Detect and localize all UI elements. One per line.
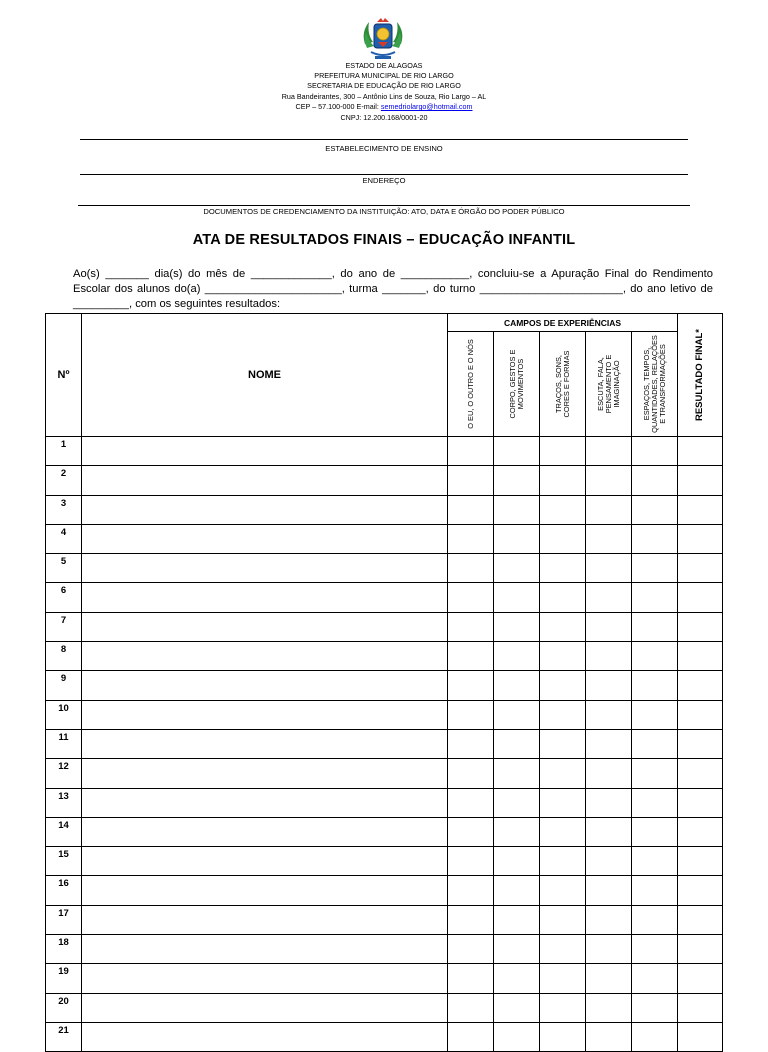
campo-3-cell[interactable] — [540, 876, 586, 905]
student-name-cell[interactable] — [82, 817, 448, 846]
campo-4-cell[interactable] — [586, 583, 632, 612]
resultado-final-cell[interactable] — [678, 671, 723, 700]
student-name-cell[interactable] — [82, 847, 448, 876]
table-row — [46, 964, 723, 993]
table-row — [46, 817, 723, 846]
campo-5-cell[interactable] — [632, 437, 678, 466]
campo-1-cell[interactable] — [448, 964, 494, 993]
campo-5-cell[interactable] — [632, 993, 678, 1022]
row-number: 6 — [46, 583, 82, 612]
campo-1-cell[interactable] — [448, 437, 494, 466]
campo-3-cell[interactable] — [540, 788, 586, 817]
campo-3-cell[interactable] — [540, 1022, 586, 1051]
table-row — [46, 700, 723, 729]
table-row — [46, 524, 723, 553]
campo-4-cell[interactable] — [586, 495, 632, 524]
student-name-cell[interactable] — [82, 495, 448, 524]
student-name-cell[interactable] — [82, 1022, 448, 1051]
page-title: ATA DE RESULTADOS FINAIS – EDUCAÇÃO INFANTIL — [192, 232, 576, 248]
header-secretaria: SECRETARIA DE EDUCAÇÃO DE RIO LARGO — [307, 81, 461, 90]
campo-4-cell[interactable] — [586, 642, 632, 671]
documentos-label: DOCUMENTOS DE CREDENCIAMENTO DA INSTITUIÇÃO: ATO, DATA E ÓRGÃO DO PODER PÚBLICO — [203, 207, 565, 216]
campo-5-cell[interactable] — [632, 671, 678, 700]
student-name-cell[interactable] — [82, 700, 448, 729]
resultado-final-cell[interactable] — [678, 788, 723, 817]
column-header-campos: CAMPOS DE EXPERIÊNCIAS — [448, 314, 678, 332]
campo-4-cell[interactable] — [586, 466, 632, 495]
column-header-resultado — [678, 314, 723, 437]
campo-4-cell[interactable] — [586, 935, 632, 964]
campo-5-cell[interactable] — [632, 466, 678, 495]
student-name-cell[interactable] — [82, 935, 448, 964]
resultado-final-cell[interactable] — [678, 1022, 723, 1051]
header-prefeitura: PREFEITURA MUNICIPAL DE RIO LARGO — [314, 71, 454, 80]
student-name-cell[interactable] — [82, 554, 448, 583]
column-header-campo-3 — [540, 332, 586, 437]
resultado-final-label: RESULTADO FINAL* — [694, 329, 706, 422]
row-number: 7 — [46, 612, 82, 641]
campo-3-cell[interactable] — [540, 524, 586, 553]
campo-4-cell[interactable] — [586, 524, 632, 553]
campo-3-cell[interactable] — [540, 700, 586, 729]
column-header-campo-5 — [632, 332, 678, 437]
student-name-cell[interactable] — [82, 905, 448, 934]
campo-1-cell[interactable] — [448, 935, 494, 964]
campo-5-label: ESPAÇOS, TEMPOS, QUANTIDADES, RELAÇÕES E TRANSFORMAÇÕES — [641, 335, 667, 433]
campo-2-cell[interactable] — [494, 524, 540, 553]
resultado-final-cell[interactable] — [678, 759, 723, 788]
campo-1-cell[interactable] — [448, 466, 494, 495]
campo-2-cell[interactable] — [494, 964, 540, 993]
endereco-line — [80, 174, 688, 175]
table-row — [46, 583, 723, 612]
estabelecimento-line — [80, 139, 688, 140]
resultado-final-cell[interactable] — [678, 524, 723, 553]
campo-2-cell[interactable] — [494, 1022, 540, 1051]
resultado-final-cell[interactable] — [678, 729, 723, 758]
row-number: 19 — [46, 964, 82, 993]
campo-2-cell[interactable] — [494, 876, 540, 905]
campo-4-cell[interactable] — [586, 729, 632, 758]
campo-2-cell[interactable] — [494, 905, 540, 934]
campo-3-cell[interactable] — [540, 729, 586, 758]
table-row — [46, 935, 723, 964]
table-row — [46, 495, 723, 524]
campo-5-cell[interactable] — [632, 729, 678, 758]
table-row — [46, 993, 723, 1022]
campo-3-cell[interactable] — [540, 437, 586, 466]
campo-3-cell[interactable] — [540, 993, 586, 1022]
campo-1-cell[interactable] — [448, 554, 494, 583]
campo-4-cell[interactable] — [586, 612, 632, 641]
student-name-cell[interactable] — [82, 466, 448, 495]
resultado-final-cell[interactable] — [678, 993, 723, 1022]
campo-3-cell[interactable] — [540, 964, 586, 993]
header-cnpj: CNPJ: 12.200.168/0001-20 — [340, 113, 428, 122]
table-row — [46, 554, 723, 583]
table-row — [46, 671, 723, 700]
header-state: ESTADO DE ALAGOAS — [345, 61, 423, 70]
campo-5-cell[interactable] — [632, 612, 678, 641]
resultado-final-cell[interactable] — [678, 495, 723, 524]
resultado-final-cell[interactable] — [678, 935, 723, 964]
campo-2-cell[interactable] — [494, 495, 540, 524]
results-table — [45, 313, 723, 1052]
campo-1-cell[interactable] — [448, 905, 494, 934]
campo-3-cell[interactable] — [540, 554, 586, 583]
student-name-cell[interactable] — [82, 583, 448, 612]
campo-2-cell[interactable] — [494, 612, 540, 641]
table-row — [46, 466, 723, 495]
student-name-cell[interactable] — [82, 876, 448, 905]
row-number: 9 — [46, 671, 82, 700]
row-number: 15 — [46, 847, 82, 876]
campo-2-cell[interactable] — [494, 817, 540, 846]
campo-5-cell[interactable] — [632, 642, 678, 671]
campo-1-cell[interactable] — [448, 524, 494, 553]
row-number: 21 — [46, 1022, 82, 1051]
intro-line-1: Ao(s) _______ dia(s) do mês de _____________, do ano de ___________, concluiu-se a Apuração Final do Rendimento — [73, 268, 713, 280]
campo-1-cell[interactable] — [448, 847, 494, 876]
campo-2-cell[interactable] — [494, 642, 540, 671]
intro-line-3: _________, com os seguintes resultados: — [73, 298, 281, 310]
row-number: 4 — [46, 524, 82, 553]
table-row — [46, 642, 723, 671]
campo-4-cell[interactable] — [586, 554, 632, 583]
resultado-final-cell[interactable] — [678, 612, 723, 641]
row-number: 8 — [46, 642, 82, 671]
campo-5-cell[interactable] — [632, 847, 678, 876]
campo-5-cell[interactable] — [632, 583, 678, 612]
documentos-line — [78, 205, 690, 206]
campo-3-label: TRAÇOS, SONS, CORES E FORMAS — [553, 350, 571, 418]
campo-3-cell[interactable] — [540, 817, 586, 846]
student-name-cell[interactable] — [82, 612, 448, 641]
estabelecimento-label: ESTABELECIMENTO DE ENSINO — [325, 144, 443, 153]
table-row — [46, 759, 723, 788]
column-header-campo-1 — [448, 332, 494, 437]
row-number: 16 — [46, 876, 82, 905]
row-number: 12 — [46, 759, 82, 788]
campo-1-cell[interactable] — [448, 729, 494, 758]
header-contact — [0, 102, 768, 112]
campo-1-cell[interactable] — [448, 876, 494, 905]
campo-2-cell[interactable] — [494, 671, 540, 700]
student-name-cell[interactable] — [82, 964, 448, 993]
campo-1-cell[interactable] — [448, 671, 494, 700]
campo-1-label: O EU, O OUTRO E O NÓS — [465, 339, 475, 429]
campo-1-cell[interactable] — [448, 642, 494, 671]
campo-5-cell[interactable] — [632, 876, 678, 905]
resultado-final-cell[interactable] — [678, 554, 723, 583]
campo-2-cell[interactable] — [494, 788, 540, 817]
campo-2-cell[interactable] — [494, 993, 540, 1022]
campo-5-cell[interactable] — [632, 788, 678, 817]
campo-1-cell[interactable] — [448, 993, 494, 1022]
resultado-final-cell[interactable] — [678, 642, 723, 671]
resultado-final-cell[interactable] — [678, 964, 723, 993]
campo-2-cell[interactable] — [494, 583, 540, 612]
campo-2-cell[interactable] — [494, 935, 540, 964]
column-header-campo-2 — [494, 332, 540, 437]
resultado-final-cell[interactable] — [678, 583, 723, 612]
resultado-final-cell[interactable] — [678, 847, 723, 876]
campo-2-cell[interactable] — [494, 437, 540, 466]
resultado-final-cell[interactable] — [678, 700, 723, 729]
student-name-cell[interactable] — [82, 671, 448, 700]
email-link[interactable]: semedriolargo@hotmail.com — [380, 102, 473, 111]
resultado-final-cell[interactable] — [678, 466, 723, 495]
campo-1-cell[interactable] — [448, 495, 494, 524]
campo-2-cell[interactable] — [494, 729, 540, 758]
campo-4-cell[interactable] — [586, 993, 632, 1022]
campo-4-cell[interactable] — [586, 905, 632, 934]
row-number: 2 — [46, 466, 82, 495]
campo-3-cell[interactable] — [540, 612, 586, 641]
campo-4-label: ESCUTA, FALA, PENSAMENTO E IMAGINAÇÃO — [595, 354, 621, 414]
campo-5-cell[interactable] — [632, 817, 678, 846]
header-cep: CEP – 57.100-000 E-mail: — [295, 102, 381, 111]
campo-2-cell[interactable] — [494, 759, 540, 788]
campo-1-cell[interactable] — [448, 788, 494, 817]
column-header-no: Nº — [46, 314, 82, 437]
table-row — [46, 612, 723, 641]
campo-4-cell[interactable] — [586, 700, 632, 729]
campo-2-cell[interactable] — [494, 700, 540, 729]
row-number: 3 — [46, 495, 82, 524]
campo-2-cell[interactable] — [494, 847, 540, 876]
row-number: 1 — [46, 437, 82, 466]
campo-3-cell[interactable] — [540, 847, 586, 876]
campo-3-cell[interactable] — [540, 583, 586, 612]
row-number: 14 — [46, 817, 82, 846]
column-header-campo-4 — [586, 332, 632, 437]
campo-5-cell[interactable] — [632, 1022, 678, 1051]
campo-5-cell[interactable] — [632, 700, 678, 729]
table-row — [46, 788, 723, 817]
campo-2-cell[interactable] — [494, 466, 540, 495]
campo-5-cell[interactable] — [632, 554, 678, 583]
intro-line-2: Escolar dos alunos do(a) ______________________, turma _______, do turno _______________________, do ano letivo de — [73, 283, 713, 295]
campo-3-cell[interactable] — [540, 466, 586, 495]
campo-4-cell[interactable] — [586, 817, 632, 846]
student-name-cell[interactable] — [82, 759, 448, 788]
campo-1-cell[interactable] — [448, 817, 494, 846]
campo-4-cell[interactable] — [586, 1022, 632, 1051]
campo-4-cell[interactable] — [586, 671, 632, 700]
student-name-cell[interactable] — [82, 642, 448, 671]
header-address: Rua Bandeirantes, 300 – Antônio Lins de Souza, Rio Largo – AL — [281, 92, 487, 101]
table-row — [46, 437, 723, 466]
campo-2-label: CORPO, GESTOS E MOVIMENTOS — [507, 349, 525, 419]
resultado-final-cell[interactable] — [678, 905, 723, 934]
results-table-body — [46, 437, 723, 1052]
campo-1-cell[interactable] — [448, 700, 494, 729]
campo-4-cell[interactable] — [586, 876, 632, 905]
table-row — [46, 1022, 723, 1051]
campo-3-cell[interactable] — [540, 935, 586, 964]
campo-5-cell[interactable] — [632, 759, 678, 788]
row-number: 13 — [46, 788, 82, 817]
student-name-cell[interactable] — [82, 993, 448, 1022]
campo-3-cell[interactable] — [540, 671, 586, 700]
table-row — [46, 847, 723, 876]
campo-4-cell[interactable] — [586, 964, 632, 993]
campo-1-cell[interactable] — [448, 1022, 494, 1051]
campo-4-cell[interactable] — [586, 437, 632, 466]
campo-5-cell[interactable] — [632, 905, 678, 934]
campo-4-cell[interactable] — [586, 759, 632, 788]
resultado-final-cell[interactable] — [678, 817, 723, 846]
row-number: 11 — [46, 729, 82, 758]
municipal-crest-logo — [357, 14, 409, 64]
campo-4-cell[interactable] — [586, 847, 632, 876]
campo-3-cell[interactable] — [540, 495, 586, 524]
student-name-cell[interactable] — [82, 437, 448, 466]
campo-3-cell[interactable] — [540, 642, 586, 671]
campo-3-cell[interactable] — [540, 905, 586, 934]
table-row — [46, 876, 723, 905]
student-name-cell[interactable] — [82, 524, 448, 553]
campo-2-cell[interactable] — [494, 554, 540, 583]
campo-1-cell[interactable] — [448, 612, 494, 641]
row-number: 10 — [46, 700, 82, 729]
campo-5-cell[interactable] — [632, 964, 678, 993]
row-number: 20 — [46, 993, 82, 1022]
endereco-label: ENDEREÇO — [362, 176, 406, 185]
column-header-nome: NOME — [82, 314, 448, 437]
student-name-cell[interactable] — [82, 729, 448, 758]
campo-1-cell[interactable] — [448, 583, 494, 612]
campo-5-cell[interactable] — [632, 495, 678, 524]
campo-4-cell[interactable] — [586, 788, 632, 817]
row-number: 17 — [46, 905, 82, 934]
row-number: 18 — [46, 935, 82, 964]
campo-5-cell[interactable] — [632, 935, 678, 964]
table-row — [46, 905, 723, 934]
row-number: 5 — [46, 554, 82, 583]
resultado-final-cell[interactable] — [678, 876, 723, 905]
campo-3-cell[interactable] — [540, 759, 586, 788]
student-name-cell[interactable] — [82, 788, 448, 817]
campo-1-cell[interactable] — [448, 759, 494, 788]
campo-5-cell[interactable] — [632, 524, 678, 553]
table-row — [46, 729, 723, 758]
